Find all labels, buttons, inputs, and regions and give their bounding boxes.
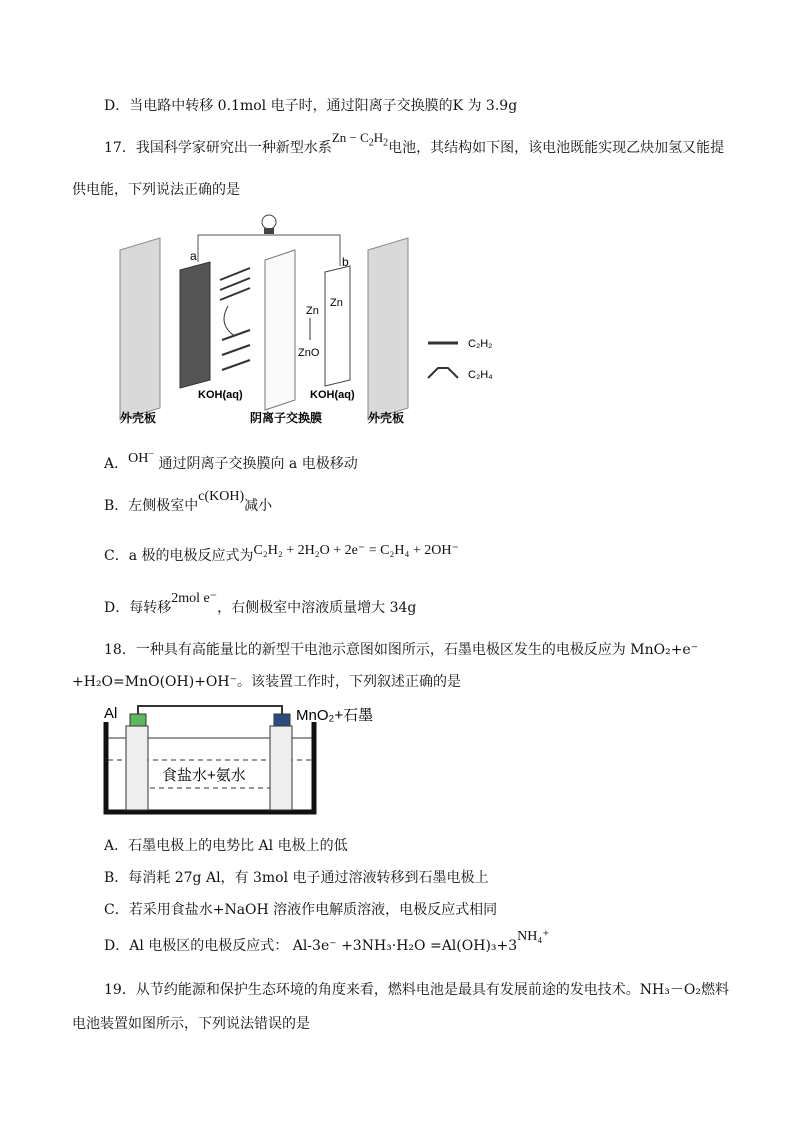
al-electrode xyxy=(126,726,148,810)
solution-label: 食盐水+氨水 xyxy=(162,767,246,784)
q19-stem-line2: 电池装置如图所示，下列说法错误的是 xyxy=(72,1016,310,1032)
mno2-label: MnO₂+石墨 xyxy=(296,707,374,724)
q17-option-b: B．左侧极室中c(KOH)减小 xyxy=(104,489,273,514)
battery-structure-diagram xyxy=(110,210,510,430)
left-shell-label: 外壳板 xyxy=(120,411,157,425)
legend-c2h4-label: C₂H₄ xyxy=(468,369,493,381)
zn-label: Zn xyxy=(306,305,319,317)
q17-stem-line2: 供电能，下列说法正确的是 xyxy=(72,182,240,198)
q17-option-a: A．OH− 通过阴离子交换膜向 a 电极移动 xyxy=(104,448,358,472)
koh-concentration: c(KOH) xyxy=(198,489,245,504)
legend-c2h4-icon xyxy=(428,368,458,378)
electrode-a-equation: C₂H₂ + 2H₂O + 2e⁻ = C₂H₄ + 2OH⁻ xyxy=(253,543,459,558)
q17-option-d: D．每转移2mol e⁻，右侧极室中溶液质量增大 34g xyxy=(104,591,417,616)
dry-cell-diagram xyxy=(100,702,420,822)
right-shell-label: 外壳板 xyxy=(368,411,405,425)
ammonium-ion: NH₄⁺ xyxy=(517,929,550,944)
koh-right-label: KOH(aq) xyxy=(310,389,355,401)
q17-formula: $Zn - C_2H_2$ xyxy=(331,130,389,149)
zno-label: ZnO xyxy=(298,347,320,359)
q18-stem-line1: 18．一种具有高能量比的新型干电池示意图如图所示，石墨电极区发生的电极反应为 MnO₂+e⁻ xyxy=(104,642,699,658)
electron-amount: 2mol e⁻ xyxy=(171,591,218,606)
q18-option-b: B．每消耗 27g Al，有 3mol 电子通过溶液转移到石墨电极上 xyxy=(104,870,489,886)
q19-stem-line1: 19．从节约能源和保护生态环境的角度来看，燃料电池是最具有发展前途的发电技术。NH₃－O₂燃料 xyxy=(104,982,729,998)
al-label: Al xyxy=(104,705,118,722)
bulb-base xyxy=(264,228,274,234)
mno2-cap xyxy=(274,714,290,726)
ethylene-molecules xyxy=(222,330,250,370)
hydroxide-ion: OH− xyxy=(128,448,154,466)
q18-stem-line2: +H₂O=MnO(OH)+OH⁻。该装置工作时，下列叙述正确的是 xyxy=(72,674,462,690)
graphite-electrode xyxy=(270,726,292,810)
al-cap xyxy=(130,714,146,726)
bulb-icon xyxy=(262,215,276,229)
q17-stem-part2: 电池，其结构如下图，该电池既能实现乙炔加氢又能提 xyxy=(388,140,725,156)
acetylene-molecules xyxy=(220,268,250,300)
electrode-a xyxy=(180,262,210,388)
electrode-b-label: b xyxy=(342,255,349,269)
right-shell-plate xyxy=(368,238,408,420)
q17-stem-line1 xyxy=(104,130,725,158)
q17-option-c: C．a 极的电极反应式为C₂H₂ + 2H₂O + 2e⁻ = C₂H₄ + 2OH⁻ xyxy=(104,543,459,564)
electrode-a-label: a xyxy=(190,249,197,263)
membrane-label: 阴离子交换膜 xyxy=(250,411,323,425)
q18-option-d: D．Al 电极区的电极反应式： Al-3e⁻ +3NH₃·H₂O =Al(OH)₃+3NH₄⁺ xyxy=(104,929,550,954)
anion-exchange-membrane xyxy=(265,250,295,410)
q18-option-a: A．石墨电极上的电势比 Al 电极上的低 xyxy=(104,838,348,854)
koh-left-label: KOH(aq) xyxy=(198,389,243,401)
zn-plate-label: Zn xyxy=(330,297,343,309)
q18-option-c: C．若采用食盐水+NaOH 溶液作电解质溶液，电极反应式相同 xyxy=(104,902,498,918)
electrode-b xyxy=(325,266,350,386)
left-shell-plate xyxy=(120,238,160,420)
q17-stem-part1: 17．我国科学家研究出一种新型水系 xyxy=(104,140,332,156)
legend-c2h2-label: C₂H₂ xyxy=(468,338,493,350)
connecting-wire xyxy=(138,706,282,714)
reaction-arrow xyxy=(224,306,235,336)
q16-option-d: D．当电路中转移 0.1mol 电子时，通过阳离子交换膜的K 为 3.9g xyxy=(104,98,518,114)
